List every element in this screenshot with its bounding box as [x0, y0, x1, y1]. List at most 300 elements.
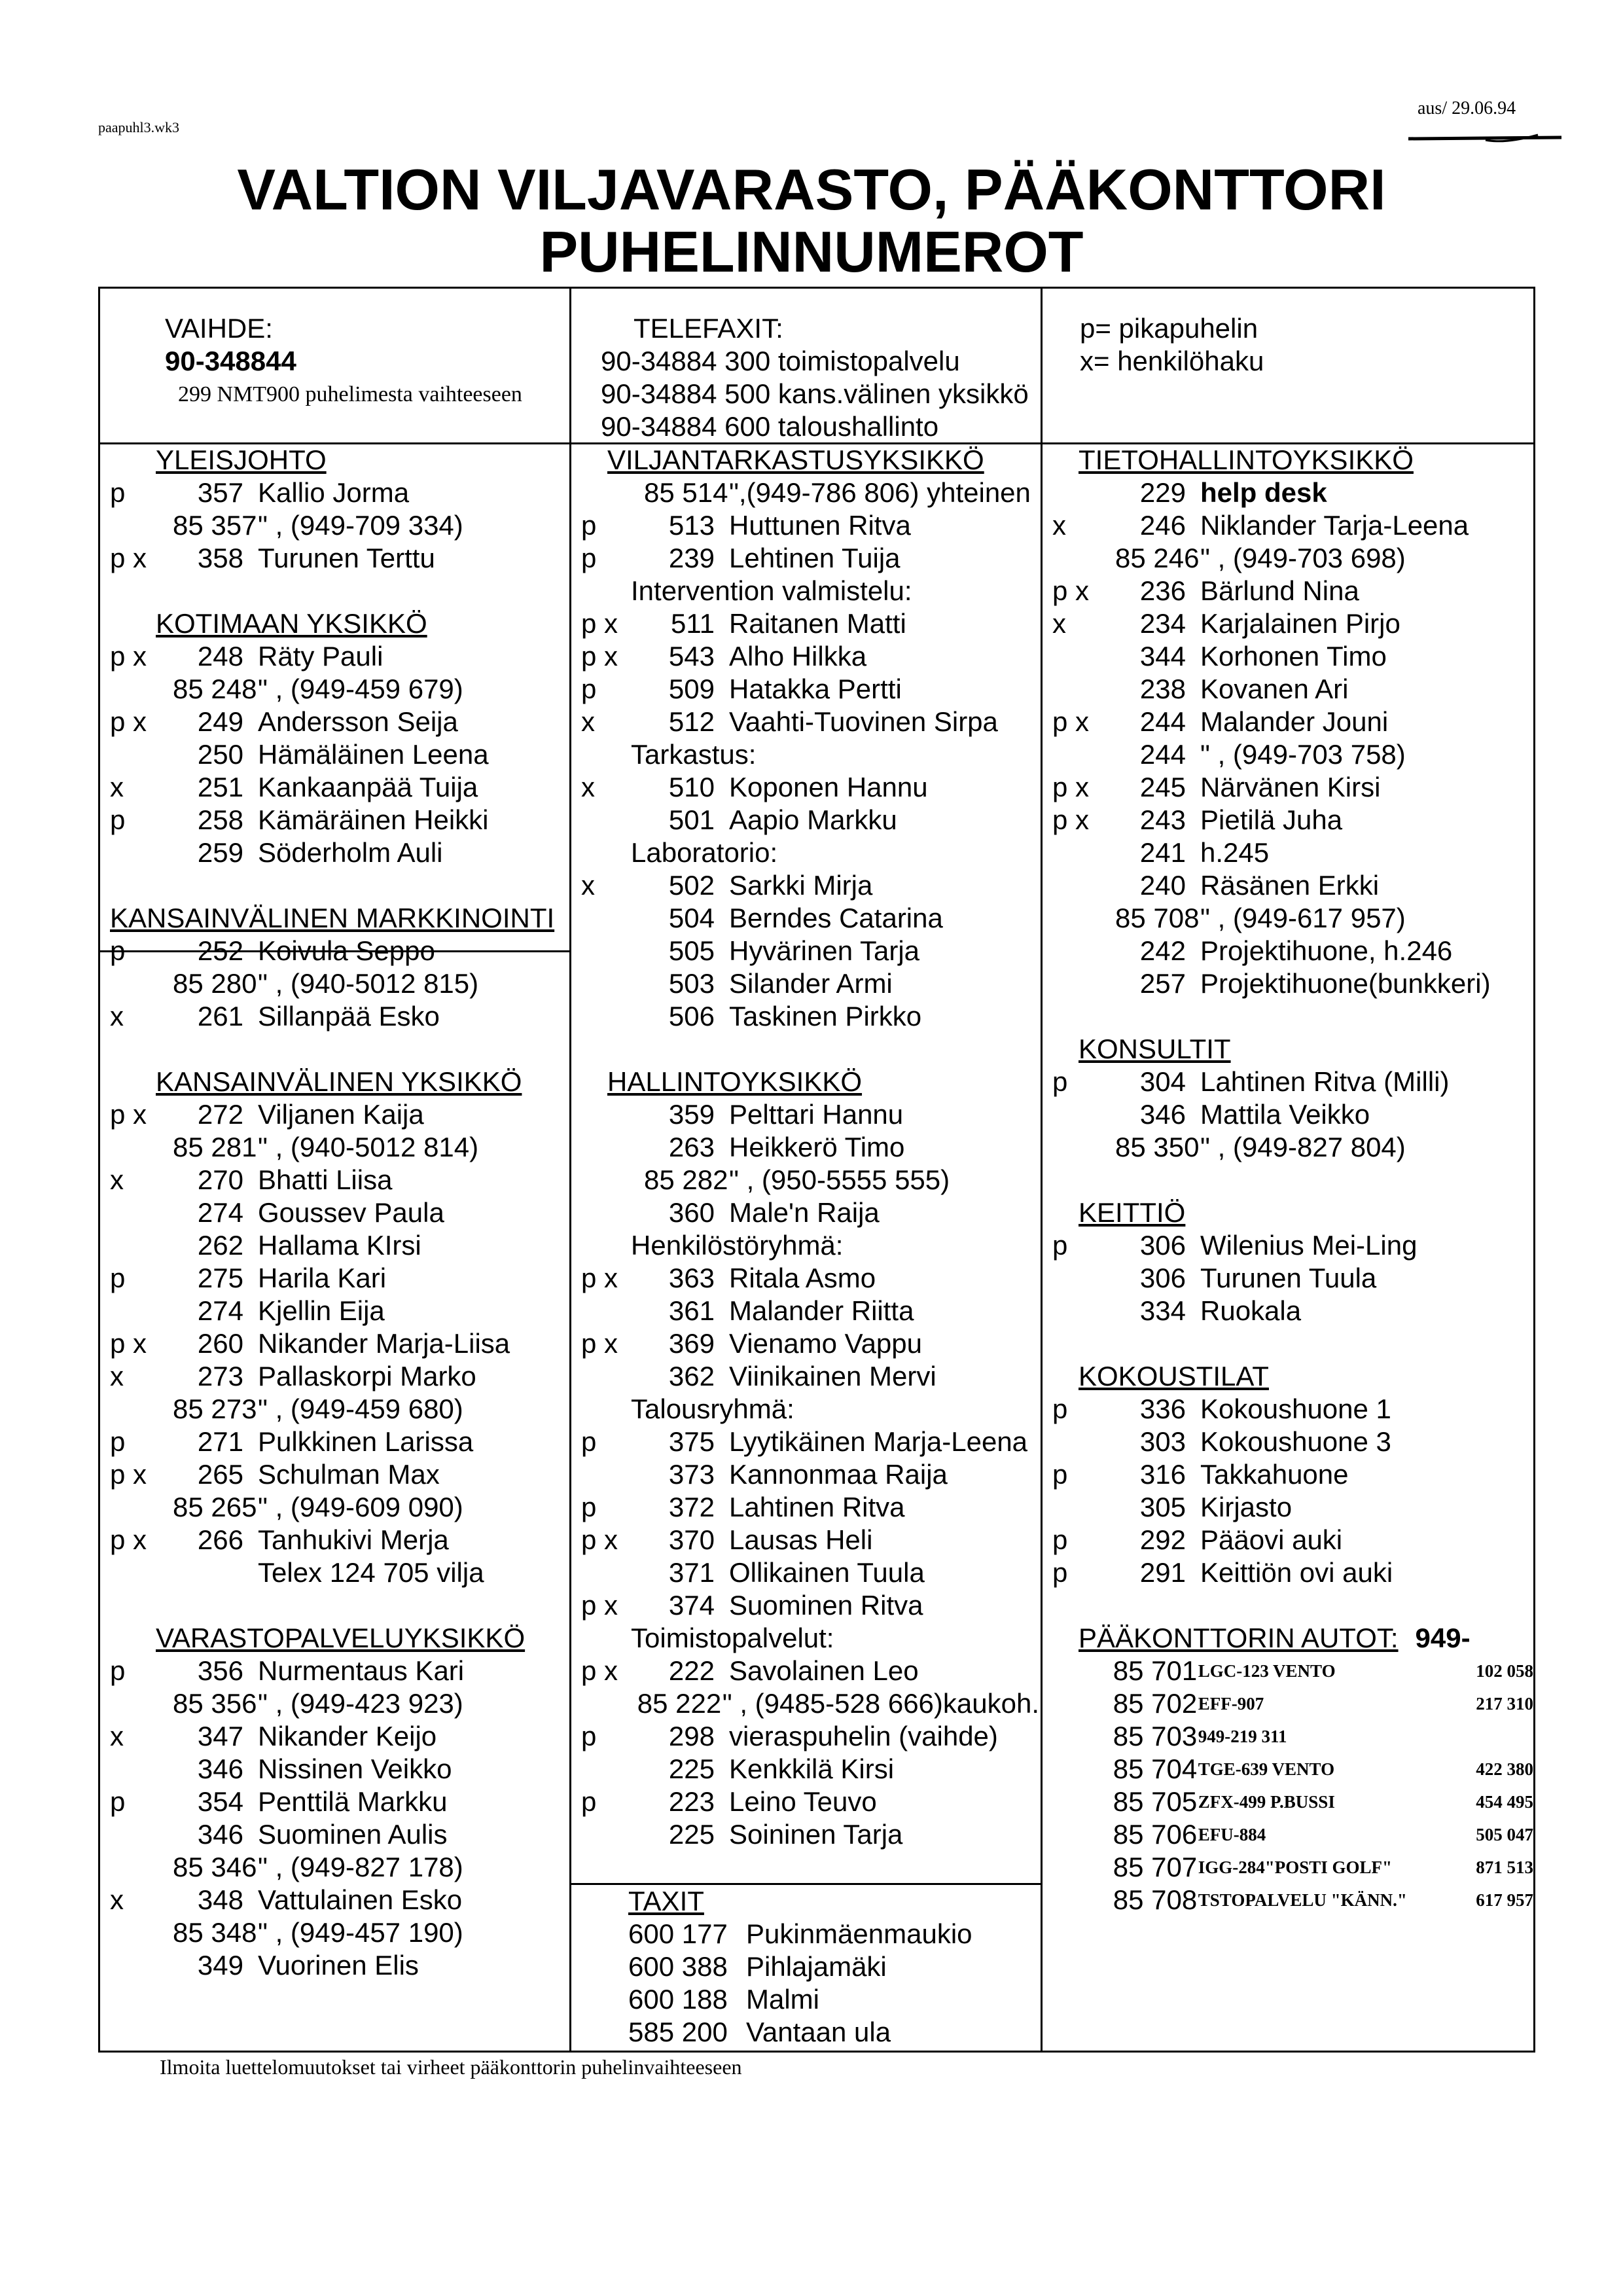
flag — [110, 1753, 173, 1785]
taxi-section — [628, 1885, 1034, 2049]
car-phone — [1470, 1720, 1533, 1753]
contact-name: Heikkerö Timo — [729, 1132, 905, 1162]
flag: p x — [110, 1328, 147, 1359]
directory-row — [581, 1426, 1039, 1458]
extension-number: 273 — [197, 1361, 243, 1391]
flag: p x — [1052, 804, 1090, 835]
extension-number: 229 — [1139, 477, 1186, 508]
extension-number: 509 — [668, 673, 715, 704]
extension-number: 370 — [668, 1524, 715, 1555]
extension-number: 503 — [668, 968, 715, 999]
extension-number: 504 — [668, 903, 715, 933]
contact-name: Hallama KIrsi — [258, 1230, 421, 1261]
directory-row — [581, 1589, 1039, 1622]
contact-name: Lahtinen Ritva — [729, 1492, 905, 1522]
directory-row — [110, 1916, 568, 1949]
contact-name: Bhatti Liisa — [258, 1164, 393, 1195]
directory-row — [581, 1753, 1039, 1785]
spacer — [1052, 1589, 1533, 1622]
directory-row — [1052, 509, 1533, 542]
contact-name: Wilenius Mei-Ling — [1200, 1230, 1418, 1261]
car-phone: 617 957 — [1476, 1890, 1533, 1910]
section-heading — [110, 444, 568, 476]
flag: p — [1052, 1230, 1068, 1261]
car-row — [1052, 1720, 1533, 1753]
extension-number: 85 222 — [637, 1688, 722, 1719]
extension-number — [173, 1556, 243, 1589]
directory-row — [581, 869, 1039, 902]
flag: x — [1052, 510, 1066, 541]
contact-name: Vuorinen Elis — [258, 1950, 419, 1981]
contact-name: Sillanpää Esko — [258, 1001, 440, 1031]
contact-name: Huttunen Ritva — [729, 510, 911, 541]
car-phone: 505 047 — [1476, 1825, 1533, 1844]
flag: x — [581, 706, 595, 737]
flag — [581, 1295, 644, 1327]
contact-name: " , (949-703 698) — [1200, 543, 1406, 573]
flag: p x — [1052, 772, 1090, 802]
directory-column-2 — [581, 444, 1039, 1851]
extension-number: 360 — [668, 1197, 715, 1228]
spacer — [581, 1033, 1039, 1066]
extension-number: 271 — [197, 1426, 243, 1457]
flag — [581, 1556, 644, 1589]
directory-row — [1052, 1524, 1533, 1556]
directory-row — [1052, 1426, 1533, 1458]
car-extension: 85 701 — [1113, 1655, 1198, 1686]
directory-row — [1052, 1458, 1533, 1491]
date-stamp: aus/ 29.06.94 — [1418, 98, 1516, 118]
extension-number: 502 — [668, 870, 715, 901]
flag: p — [110, 1263, 126, 1293]
extension-number: 346 — [197, 1753, 243, 1784]
extension-number: 225 — [668, 1753, 715, 1784]
contact-name: Koivula Seppo — [258, 935, 435, 966]
car-row — [1052, 1884, 1533, 1916]
taxi-row — [628, 1983, 1034, 2016]
directory-row — [110, 1851, 568, 1884]
flag: x — [110, 1164, 124, 1195]
contact-name: Male'n Raija — [729, 1197, 880, 1228]
flag: p — [1052, 1524, 1068, 1555]
directory-row — [581, 1098, 1039, 1131]
car-row — [1052, 1655, 1533, 1687]
contact-name: Lahtinen Ritva (Milli) — [1200, 1066, 1450, 1097]
directory-row — [581, 542, 1039, 575]
flag — [1052, 1753, 1113, 1785]
directory-row — [581, 1556, 1039, 1589]
directory-row — [110, 738, 568, 771]
directory-row — [581, 804, 1039, 836]
footer-note: Ilmoita luettelomuutokset tai virheet pääkonttorin puhelinvaihteeseen — [160, 2055, 742, 2079]
extension-number: 316 — [1139, 1459, 1186, 1490]
spacer — [1052, 1327, 1533, 1360]
extension-number: 369 — [668, 1328, 715, 1359]
directory-row — [110, 1884, 568, 1916]
taxi-number: 600 177 — [628, 1918, 728, 1949]
flag: p x — [110, 1524, 147, 1555]
car-row — [1052, 1687, 1533, 1720]
extension-number: 371 — [668, 1557, 715, 1588]
contact-name: Hämäläinen Leena — [258, 739, 489, 770]
flag — [581, 1753, 644, 1785]
car-phone: 454 495 — [1476, 1792, 1533, 1812]
extension-number: 85 248 — [173, 673, 257, 704]
directory-column-3 — [1052, 444, 1533, 1916]
directory-row — [110, 1295, 568, 1327]
extension-number: 361 — [668, 1295, 715, 1326]
directory-row — [110, 1655, 568, 1687]
directory-row — [1052, 575, 1533, 607]
flag — [1052, 935, 1115, 967]
taxi-number: 600 188 — [628, 1984, 728, 2015]
flag: p — [1052, 1066, 1068, 1097]
contact-name: " , (949-609 090) — [258, 1492, 463, 1522]
flag — [110, 1491, 173, 1524]
contact-name: Pääovi auki — [1200, 1524, 1343, 1555]
contact-name: Turunen Tuula — [1200, 1263, 1377, 1293]
extension-number: 245 — [1139, 772, 1186, 802]
flag — [1052, 673, 1115, 706]
contact-name: " , (9485-528 666)kaukoh. — [722, 1688, 1039, 1719]
flag: p x — [110, 641, 147, 672]
directory-row — [581, 771, 1039, 804]
taxi-row — [628, 2016, 1034, 2049]
contact-name: " , (949-457 190) — [258, 1917, 463, 1948]
extension-number: 303 — [1139, 1426, 1186, 1457]
directory-row — [1052, 1295, 1533, 1327]
extension-number: 257 — [1139, 968, 1186, 999]
contact-name: Bärlund Nina — [1200, 575, 1359, 606]
subgroup-label — [581, 1229, 1039, 1262]
contact-name: Nurmentaus Kari — [258, 1655, 465, 1686]
extension-number: 85 708 — [1115, 903, 1200, 933]
extension-number: 501 — [668, 804, 715, 835]
extension-number: 222 — [668, 1655, 715, 1686]
extension-number: 239 — [668, 543, 715, 573]
section-heading — [110, 1622, 568, 1655]
extension-number: 85 273 — [173, 1393, 257, 1424]
directory-row — [110, 706, 568, 738]
subgroup-label — [581, 1393, 1039, 1426]
directory-row — [1052, 1229, 1533, 1262]
directory-row — [1052, 706, 1533, 738]
vaihde-number: 90-348844 — [165, 346, 296, 376]
flag: p — [581, 673, 597, 704]
contact-name: Mattila Veikko — [1200, 1099, 1370, 1130]
contact-name: Takkahuone — [1200, 1459, 1349, 1490]
contact-name: Tanhukivi Merja — [258, 1524, 449, 1555]
heading-suffix: 949- — [1415, 1623, 1471, 1653]
car-extension: 85 706 — [1113, 1819, 1198, 1850]
extension-number: 85 514 — [644, 477, 728, 508]
directory-row — [1052, 673, 1533, 706]
contact-name: Vattulainen Esko — [258, 1884, 463, 1915]
directory-row — [110, 836, 568, 869]
extension-number: 358 — [197, 543, 243, 573]
extension-number: 261 — [197, 1001, 243, 1031]
extension-number: 512 — [668, 706, 715, 737]
directory-row — [1052, 967, 1533, 1000]
flag: x — [110, 1361, 124, 1391]
flag — [581, 1131, 644, 1164]
extension-number: 362 — [668, 1361, 715, 1391]
directory-row — [581, 1131, 1039, 1164]
contact-name: " , (949-709 334) — [258, 510, 463, 541]
subgroup-label-text: Henkilöstöryhmä: — [631, 1230, 844, 1261]
directory-row — [1052, 640, 1533, 673]
section-heading — [581, 444, 1039, 476]
directory-row — [581, 476, 1039, 509]
extension-number: 349 — [197, 1950, 243, 1981]
directory-row — [581, 1655, 1039, 1687]
column-divider-1 — [569, 287, 571, 2053]
contact-name: Turunen Terttu — [258, 543, 435, 573]
extension-number: 240 — [1139, 870, 1186, 901]
contact-name: Harila Kari — [258, 1263, 387, 1293]
section-heading-text: KOKOUSTILAT — [1079, 1361, 1269, 1391]
contact-name: " , (949-827 804) — [1200, 1132, 1406, 1162]
section-heading — [581, 1066, 1039, 1098]
extension-number: 85 265 — [173, 1492, 257, 1522]
extension-number: 291 — [1139, 1557, 1186, 1588]
contact-name: Kannonmaa Raija — [729, 1459, 948, 1490]
car-plate: EFU-884 — [1198, 1825, 1266, 1844]
extension-number: 274 — [197, 1197, 243, 1228]
taxi-number: 600 388 — [628, 1951, 728, 1982]
contact-name: Goussev Paula — [258, 1197, 444, 1228]
flag — [1052, 1655, 1113, 1687]
taxi-row — [628, 1918, 1034, 1950]
flag — [110, 836, 173, 869]
flag: p x — [581, 641, 618, 672]
car-extension: 85 705 — [1113, 1786, 1198, 1817]
car-plate: IGG-284"POSTI GOLF" — [1198, 1857, 1393, 1877]
directory-column-1 — [110, 444, 568, 1982]
extension-number: 306 — [1139, 1230, 1186, 1261]
flag: p x — [110, 543, 147, 573]
contact-name: Pallaskorpi Marko — [258, 1361, 476, 1391]
car-phone: 871 513 — [1476, 1857, 1533, 1877]
contact-name: Sarkki Mirja — [729, 870, 873, 901]
directory-row — [581, 1196, 1039, 1229]
directory-row — [581, 640, 1039, 673]
car-phone: 422 380 — [1476, 1759, 1533, 1779]
contact-name: Nikander Keijo — [258, 1721, 437, 1751]
flag — [1052, 738, 1115, 771]
extension-number: 260 — [197, 1328, 243, 1359]
subgroup-label — [581, 575, 1039, 607]
contact-name: Söderholm Auli — [258, 837, 443, 868]
flag: x — [110, 1001, 124, 1031]
flag — [110, 967, 173, 1000]
contact-name: Kirjasto — [1200, 1492, 1293, 1522]
flag: p — [581, 1426, 597, 1457]
section-heading-text: TIETOHALLINTOYKSIKKÖ — [1079, 444, 1414, 475]
extension-number: 85 350 — [1115, 1132, 1200, 1162]
directory-row — [110, 1524, 568, 1556]
contact-name: Kallio Jorma — [258, 477, 410, 508]
contact-name: Schulman Max — [258, 1459, 440, 1490]
directory-row — [1052, 1131, 1533, 1164]
flag: p — [1052, 1557, 1068, 1588]
legend-henkilohaku: x= henkilöhaku — [1080, 346, 1264, 376]
flag — [1052, 1818, 1113, 1851]
extension-number: 334 — [1139, 1295, 1186, 1326]
flag: p — [110, 477, 126, 508]
extension-number: 543 — [668, 641, 715, 672]
contact-name: Projektihuone(bunkkeri) — [1200, 968, 1491, 999]
flag — [110, 1556, 173, 1589]
flag — [1052, 1295, 1115, 1327]
car-plate: ZFX-499 P.BUSSI — [1198, 1792, 1335, 1812]
directory-row — [110, 1098, 568, 1131]
flag — [581, 1196, 644, 1229]
contact-name: " , (949-703 758) — [1200, 739, 1406, 770]
subgroup-label — [581, 836, 1039, 869]
car-phone: 217 310 — [1476, 1694, 1533, 1713]
signature-svg — [1407, 128, 1561, 148]
vaihde-label: VAIHDE: — [165, 313, 273, 344]
contact-name: Kenkkilä Kirsi — [729, 1753, 895, 1784]
section-heading-text: KONSULTIT — [1079, 1033, 1231, 1064]
flag: p — [581, 1721, 597, 1751]
column-divider-2 — [1041, 287, 1043, 2053]
directory-row — [581, 1262, 1039, 1295]
extension-number: 354 — [197, 1786, 243, 1817]
contact-name: Närvänen Kirsi — [1200, 772, 1381, 802]
contact-name: Andersson Seija — [258, 706, 458, 737]
section-heading-text: YLEISJOHTO — [156, 444, 327, 475]
fax-line: 90-34884 600 taloushallinto — [601, 411, 939, 442]
flag — [110, 673, 173, 706]
extension-number: 262 — [197, 1230, 243, 1261]
directory-row — [1052, 1098, 1533, 1131]
flag: p — [581, 1786, 597, 1817]
flag: p x — [110, 1459, 147, 1490]
section-heading — [110, 607, 568, 640]
extension-number: 85 282 — [644, 1164, 728, 1195]
contact-name: Ollikainen Tuula — [729, 1557, 925, 1588]
directory-row — [581, 1327, 1039, 1360]
contact-name: " , (949-423 923) — [258, 1688, 463, 1719]
directory-row — [110, 1753, 568, 1785]
spacer — [110, 575, 568, 607]
contact-name: ",(949-786 806) yhteinen — [729, 477, 1031, 508]
contact-name: vieraspuhelin (vaihde) — [729, 1721, 998, 1751]
directory-row — [110, 935, 568, 967]
extension-number: 298 — [668, 1721, 715, 1751]
telefaxit-label: TELEFAXIT: — [633, 313, 783, 344]
extension-number: 225 — [668, 1819, 715, 1850]
contact-name: " , (949-827 178) — [258, 1852, 463, 1882]
flag — [1052, 1262, 1115, 1295]
extension-number: 374 — [668, 1590, 715, 1621]
contact-name: Pietilä Juha — [1200, 804, 1343, 835]
flag: p — [581, 510, 597, 541]
extension-number: 251 — [197, 772, 243, 802]
extension-number: 372 — [668, 1492, 715, 1522]
extension-number: 249 — [197, 706, 243, 737]
contact-name: Projektihuone, h.246 — [1200, 935, 1453, 966]
contact-name: Räsänen Erkki — [1200, 870, 1380, 901]
flag — [1052, 542, 1115, 575]
contact-name: Ruokala — [1200, 1295, 1302, 1326]
car-extension: 85 704 — [1113, 1753, 1198, 1784]
car-plate: LGC-123 VENTO — [1198, 1661, 1336, 1681]
spacer — [110, 1033, 568, 1066]
directory-row — [110, 804, 568, 836]
contact-name: Nikander Marja-Liisa — [258, 1328, 510, 1359]
subgroup-label-text: Tarkastus: — [631, 739, 757, 770]
directory-row — [581, 1360, 1039, 1393]
flag: p — [1052, 1459, 1068, 1490]
extension-number: 344 — [1139, 641, 1186, 672]
contact-name: Soininen Tarja — [729, 1819, 903, 1850]
directory-row — [581, 935, 1039, 967]
taxi-place: Pihlajamäki — [746, 1951, 887, 1982]
contact-name: Korhonen Timo — [1200, 641, 1387, 672]
directory-row — [110, 1000, 568, 1033]
contact-name: " , (950-5555 555) — [729, 1164, 950, 1195]
directory-row — [1052, 476, 1533, 509]
spacer — [1052, 1000, 1533, 1033]
car-plate: EFF-907 — [1198, 1694, 1264, 1713]
flag — [110, 1295, 173, 1327]
contact-name: " , (949-459 680) — [258, 1393, 463, 1424]
extension-number: 246 — [1139, 510, 1186, 541]
flag — [581, 1360, 644, 1393]
extension-number: 223 — [668, 1786, 715, 1817]
contact-name: " , (940-5012 815) — [258, 968, 479, 999]
flag: p — [581, 543, 597, 573]
extension-number: 511 — [671, 608, 715, 639]
section-heading-text: KANSAINVÄLINEN MARKKINOINTI — [110, 903, 555, 933]
flag: p x — [581, 1263, 618, 1293]
car-extension: 85 702 — [1113, 1688, 1198, 1719]
directory-row — [110, 476, 568, 509]
directory-row — [581, 1491, 1039, 1524]
contact-name: Nissinen Veikko — [258, 1753, 452, 1784]
flag: p x — [581, 1328, 618, 1359]
flag — [1052, 640, 1115, 673]
fax-line: 90-34884 500 kans.välinen yksikkö — [601, 378, 1029, 409]
flag: p — [110, 1786, 126, 1817]
contact-name: Malander Riitta — [729, 1295, 914, 1326]
contact-name: Kankaanpää Tuija — [258, 772, 478, 802]
directory-row — [1052, 902, 1533, 935]
extension-number: 85 281 — [173, 1132, 257, 1162]
extension-number: 248 — [197, 641, 243, 672]
directory-row — [581, 1000, 1039, 1033]
contact-name: " , (949-459 679) — [258, 673, 463, 704]
directory-row — [581, 1720, 1039, 1753]
directory-row — [581, 673, 1039, 706]
directory-row — [110, 1393, 568, 1426]
section-heading-text: PÄÄKONTTORIN AUTOT: — [1079, 1623, 1399, 1653]
extension-number: 244 — [1139, 739, 1186, 770]
spacer — [110, 1589, 568, 1622]
car-row — [1052, 1818, 1533, 1851]
taxi-place: Malmi — [746, 1984, 819, 2015]
flag: p x — [110, 1099, 147, 1130]
directory-row — [110, 640, 568, 673]
extension-number: 270 — [197, 1164, 243, 1195]
contact-name: Niklander Tarja-Leena — [1200, 510, 1469, 541]
contact-name: Telex 124 705 vilja — [258, 1557, 484, 1588]
subgroup-label-text: Talousryhmä: — [631, 1393, 794, 1424]
section-heading — [110, 902, 568, 935]
